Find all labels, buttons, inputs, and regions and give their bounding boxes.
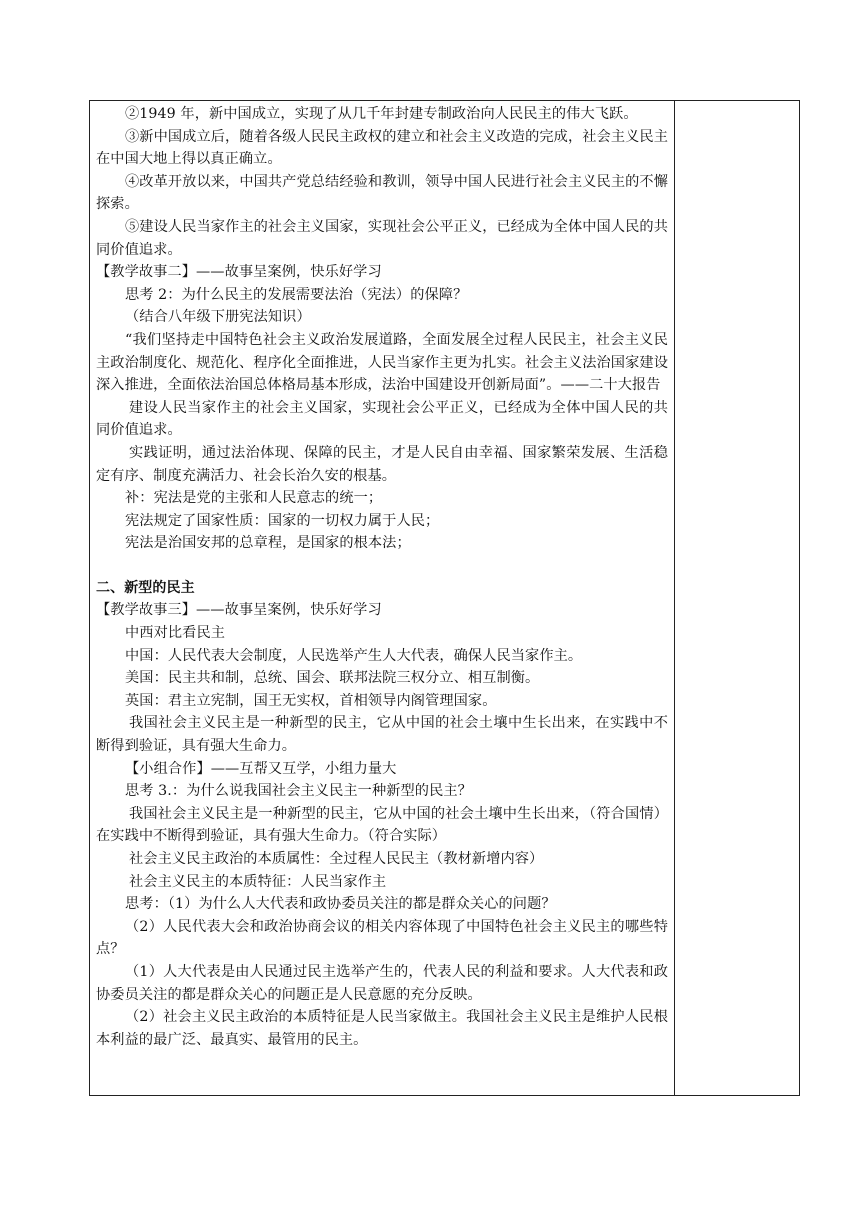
paragraph-new-democracy: 我国社会主义民主是一种新型的民主，它从中国的社会土壤中生长出来，在实践中不断得到验证，具有强大生命力。 xyxy=(96,715,668,755)
supplement-line-3: 宪法是治国安邦的总章程，是国家的根本法； xyxy=(125,535,411,552)
supplement-line-1: 补：宪法是党的主张和人民意志的统一； xyxy=(125,490,383,507)
group-work-heading: 【小组合作】——互帮又互学，小组力量大 xyxy=(125,760,397,777)
paragraph-practice: 实践证明，通过法治体现、保障的民主，才是人民自由幸福、国家繁荣发展、生活稳定有序、制度充满活力、社会长治久安的根基。 xyxy=(96,444,668,484)
content-body xyxy=(90,101,674,1051)
content-cell xyxy=(90,101,675,1096)
answer-2: （2）社会主义民主政治的本质特征是人民当家做主。我国社会主义民主是维护人民根本利益的最广泛、最真实、最管用的民主。 xyxy=(96,1009,668,1048)
question-two: 思考 2：为什么民主的发展需要法治（宪法）的保障？ xyxy=(125,286,468,303)
blank-line xyxy=(96,555,668,577)
notes-cell xyxy=(675,101,800,1096)
question-two-hint: （结合八年级下册宪法知识） xyxy=(125,309,311,326)
answer-three: 我国社会主义民主是一种新型的民主，它从中国的社会土壤中生长出来，（符合国情）在实践中不断得到验证，具有强大生命力。（符合实际） xyxy=(96,805,668,845)
paragraph-value-pursuit: 建设人民当家作主的社会主义国家，实现社会公平正义，已经成为全体中国人民的共同价值追求。 xyxy=(96,399,668,439)
supplement-line-2: 宪法规定了国家性质：国家的一切权力属于人民； xyxy=(125,512,440,529)
essential-feature: 社会主义民主的本质特征：人民当家作主 xyxy=(129,873,387,890)
think-question-2: （2）人民代表大会和政治协商会议的相关内容体现了中国特色社会主义民主的哪些特点？ xyxy=(96,918,668,958)
comparison-usa: 美国：民主共和制，总统、国会、联邦法院三权分立、相互制衡。 xyxy=(125,670,540,687)
section-heading-new-democracy: 二、新型的民主 xyxy=(96,579,195,596)
story-two-heading: 【教学故事二】——故事呈案例，快乐好学习 xyxy=(96,264,382,281)
question-three: 思考 3.：为什么说我国社会主义民主一种新型的民主？ xyxy=(125,783,472,800)
comparison-title: 中西对比看民主 xyxy=(125,625,226,642)
paragraph-history-2: ②1949 年，新中国成立，实现了从几千年封建专制政治向人民民主的伟大飞跃。 xyxy=(125,106,638,122)
table-row xyxy=(90,101,800,1096)
story-three-heading: 【教学故事三】——故事呈案例，快乐好学习 xyxy=(96,602,382,619)
think-question-1: 思考：（1）为什么人大代表和政协委员关注的都是群众关心的问题？ xyxy=(125,896,556,913)
answer-1: （1）人大代表是由人民通过民主选举产生的，代表人民的利益和要求。人大代表和政协委员关注的都是群众关心的问题正是人民意愿的充分反映。 xyxy=(96,963,668,1003)
paragraph-history-4: ④改革开放以来，中国共产党总结经验和教训，领导中国人民进行社会主义民主的不懈探索。 xyxy=(96,173,668,213)
essential-attribute: 社会主义民主政治的本质属性：全过程人民民主（教材新增内容） xyxy=(129,851,544,867)
report-quote: “我们坚持走中国特色社会主义政治发展道路，全面发展全过程人民民主，社会主义民主政治制度化、规范化、程序化全面推进，人民当家作主更为扎实。社会主义法治国家建设深入推进，全面依法治国总体格局基本形成，法治中国建设开创新局面”。——二十大报告 xyxy=(96,331,668,394)
comparison-china: 中国：人民代表大会制度，人民选举产生人大代表，确保人民当家作主。 xyxy=(125,647,583,664)
paragraph-history-5: ⑤建设人民当家作主的社会主义国家，实现社会公平正义，已经成为全体中国人民的共同价值追求。 xyxy=(96,218,668,258)
comparison-uk: 英国：君主立宪制，国王无实权，首相领导内阁管理国家。 xyxy=(125,692,497,709)
paragraph-history-3: ③新中国成立后，随着各级人民民主政权的建立和社会主义改造的完成，社会主义民主在中国大地上得以真正确立。 xyxy=(96,128,668,168)
lesson-table xyxy=(89,100,800,1096)
